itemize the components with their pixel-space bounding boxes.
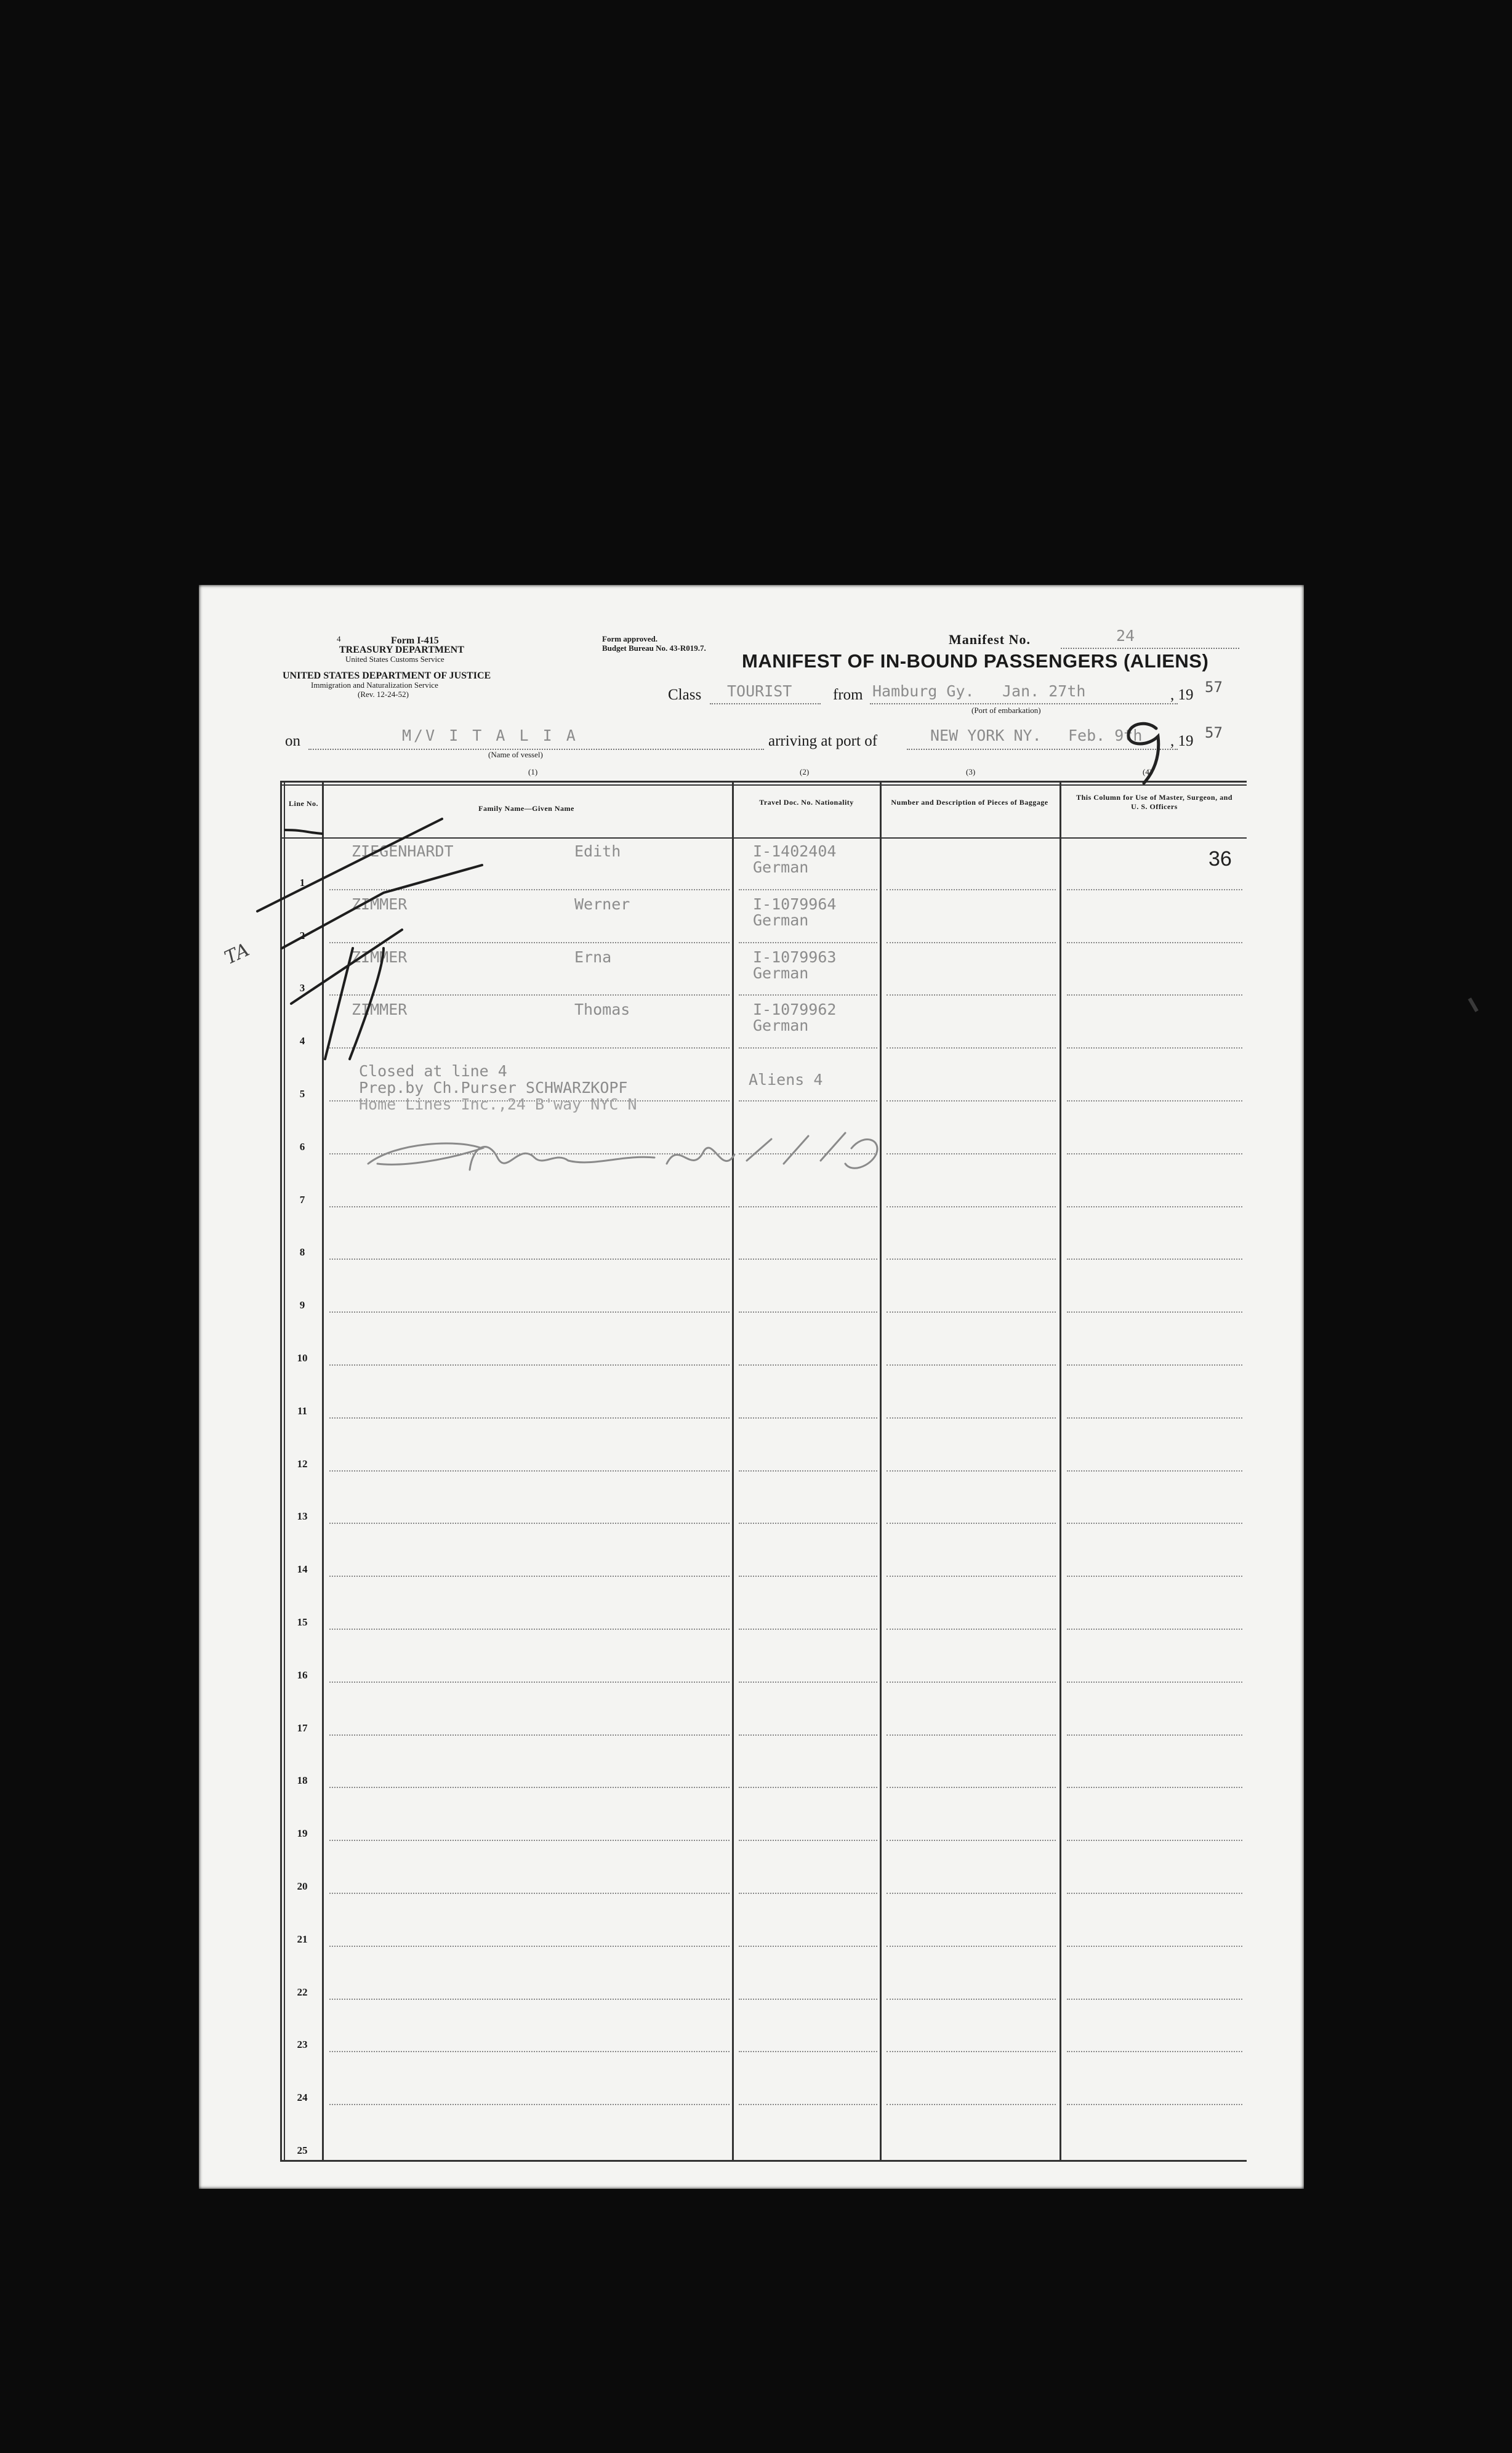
line-number: 21: [297, 1933, 308, 1945]
customs-service: United States Customs Service: [345, 655, 444, 664]
corner-mark: 4: [337, 634, 341, 643]
ins-service: Immigration and Naturalization Service: [311, 680, 438, 690]
line-number: 11: [297, 1404, 308, 1417]
header-travel-doc: Travel Doc. No. Nationality: [759, 798, 854, 807]
margin-note: TA: [221, 939, 253, 969]
family-name: ZIEGENHARDT: [352, 842, 454, 860]
nationality: German: [753, 858, 809, 876]
line-number: 2: [299, 929, 305, 941]
closing-note-prepared: Prep.by Ch.Purser SCHWARZKOPF: [359, 1079, 628, 1097]
travel-doc-number: I-1079964: [753, 895, 837, 913]
manifest-sheet: [199, 585, 1304, 2189]
form-title: MANIFEST OF IN-BOUND PASSENGERS (ALIENS): [742, 650, 1209, 672]
family-name: ZIMMER: [352, 948, 408, 966]
column-number-3: (3): [966, 767, 976, 776]
family-name: ZIMMER: [352, 895, 408, 913]
line-number: 18: [297, 1774, 308, 1787]
embark-date: Jan. 27th: [1002, 682, 1086, 700]
given-name: Edith: [574, 842, 621, 860]
signature-scrawl: [368, 1143, 482, 1164]
line-number: 23: [297, 2039, 308, 2051]
line-number: 7: [299, 1193, 305, 1206]
line-number: 16: [297, 1669, 308, 1681]
line-number: 4: [299, 1035, 305, 1047]
class-value: TOURIST: [727, 682, 792, 700]
vessel-name: M/V I T A L I A: [402, 727, 578, 744]
aliens-count: Aliens 4: [749, 1071, 823, 1089]
manifest-number-value: 24: [1116, 627, 1135, 645]
year-value-2: 57: [1205, 724, 1223, 741]
class-label: Class: [668, 687, 702, 703]
from-label: from: [833, 687, 863, 703]
family-name: ZIMMER: [352, 1001, 408, 1019]
given-name: Erna: [574, 948, 612, 966]
line-number: 9: [299, 1299, 305, 1311]
on-label: on: [285, 733, 300, 749]
line-number: 10: [297, 1352, 308, 1364]
column-number-4: (4): [1143, 767, 1152, 776]
column-number-1: (1): [528, 767, 538, 776]
line-number: 22: [297, 1986, 308, 1998]
justice-dept: UNITED STATES DEPARTMENT OF JUSTICE: [283, 671, 491, 681]
vessel-caption: (Name of vessel): [488, 750, 543, 759]
arrival-date: Feb. 9th: [1068, 727, 1143, 744]
cancellation-stroke: [325, 948, 353, 1059]
revision-date: (Rev. 12-24-52): [358, 690, 409, 699]
line-number: 20: [297, 1880, 308, 1892]
treasury-dept: TREASURY DEPARTMENT: [339, 645, 464, 655]
form-number: Form I-415: [391, 635, 439, 646]
line-number: 19: [297, 1827, 308, 1840]
manifest-number-label: Manifest No.: [949, 632, 1031, 647]
budget-bureau: Budget Bureau No. 43-R019.7.: [602, 643, 706, 653]
signature-scrawl: [747, 1133, 845, 1164]
line-number: 12: [297, 1457, 308, 1470]
line-number: 24: [297, 2092, 308, 2104]
header-name: Family Name—Given Name: [478, 804, 574, 813]
cancellation-stroke: [282, 865, 482, 948]
given-name: Werner: [574, 895, 630, 913]
line-number: 8: [299, 1246, 305, 1259]
embark-port: Hamburg Gy.: [872, 682, 975, 700]
cancellation-stroke: [291, 930, 402, 1004]
closing-note-company: Home Lines Inc.,24 B'way NYC N: [359, 1095, 637, 1113]
line-number: 15: [297, 1616, 308, 1628]
line-number: 25: [297, 2145, 308, 2156]
header-line-no: Line No.: [288, 799, 318, 808]
signature-scrawl: [845, 1140, 877, 1169]
nationality: German: [753, 1017, 809, 1035]
given-name: Thomas: [574, 1001, 630, 1019]
arriving-label: arriving at port of: [768, 733, 878, 749]
line-number: 13: [297, 1510, 308, 1523]
nationality: German: [753, 911, 809, 929]
line-number: 3: [299, 982, 305, 994]
line-number: 17: [297, 1722, 308, 1734]
port-embarkation-caption: (Port of embarkation): [971, 706, 1041, 715]
closing-note-line: Closed at line 4: [359, 1062, 507, 1080]
column-number-2: (2): [800, 767, 810, 776]
form-approved: Form approved.: [602, 634, 658, 643]
header-baggage: Number and Description of Pieces of Baggage: [891, 798, 1048, 807]
cancellation-stroke: [350, 948, 384, 1059]
arrival-port: NEW YORK NY.: [930, 727, 1042, 744]
handwritten-marks: [199, 585, 1304, 2189]
header-officers: This Column for Use of Master, Surgeon, and U. S. Officers: [1076, 793, 1233, 811]
officer-note: 36: [1208, 847, 1232, 871]
year-value-1: 57: [1205, 679, 1223, 696]
line-number: 1: [299, 876, 305, 888]
handwritten-nine: [1128, 723, 1159, 783]
cancellation-stroke: [257, 819, 442, 911]
year-prefix-2: , 19: [1170, 733, 1194, 749]
signature-scrawl: [667, 1148, 734, 1164]
line-number: 5: [299, 1088, 305, 1100]
scan-mark: [1468, 997, 1478, 1012]
signature-scrawl: [470, 1147, 654, 1170]
travel-doc-number: I-1079962: [753, 1001, 837, 1019]
line-number: 14: [297, 1563, 308, 1576]
year-prefix-1: , 19: [1170, 687, 1194, 703]
cancellation-stroke: [285, 830, 322, 834]
travel-doc-number: I-1402404: [753, 842, 837, 860]
line-number: 6: [299, 1140, 305, 1153]
travel-doc-number: I-1079963: [753, 948, 837, 966]
nationality: German: [753, 964, 809, 982]
